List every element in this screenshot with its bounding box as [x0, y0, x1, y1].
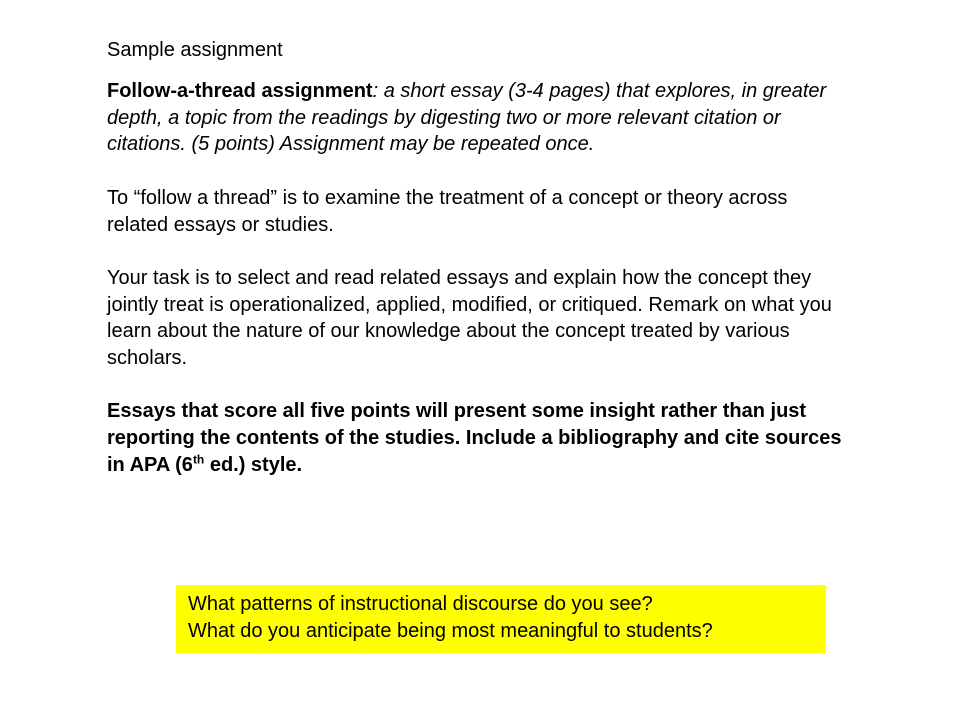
grading-criteria-text: Essays that score all five points will present some insight rather than just reporting the contents of the studies. Include a bibliography and cite sources in APA (6 [107, 400, 842, 476]
follow-thread-definition: To “follow a thread” is to examine the treatment of a concept or theory across related essays or studies. [107, 186, 788, 236]
assignment-label: Follow-a-thread assignment [107, 80, 373, 102]
slide-heading: Sample assignment [107, 39, 283, 61]
grading-criteria-text-end: ed.) style. [204, 453, 303, 476]
assignment-description: : a short essay (3-4 pages) that explores, in greater depth, a topic from the readings by digesting two or more relevant citation or citations. (5 points) Assignment may be repeated once. [107, 80, 827, 156]
edition-superscript: th [192, 452, 205, 467]
assignment-body [107, 78, 847, 505]
assignment-intro-paragraph [107, 78, 847, 158]
task-description: Your task is to select and read related essays and explain how the concept they jointly treat is operationalized, applied, modified, or critiqued. Remark on what you learn about the nature of our knowledge about the concept treated by various scholars. [107, 266, 832, 369]
grading-criteria-paragraph [107, 398, 847, 478]
callout-question-1: What patterns of instructional discourse do you see? [188, 593, 653, 615]
discussion-questions-callout [176, 585, 826, 653]
callout-question-2: What do you anticipate being most meaningful to students? [188, 620, 713, 642]
